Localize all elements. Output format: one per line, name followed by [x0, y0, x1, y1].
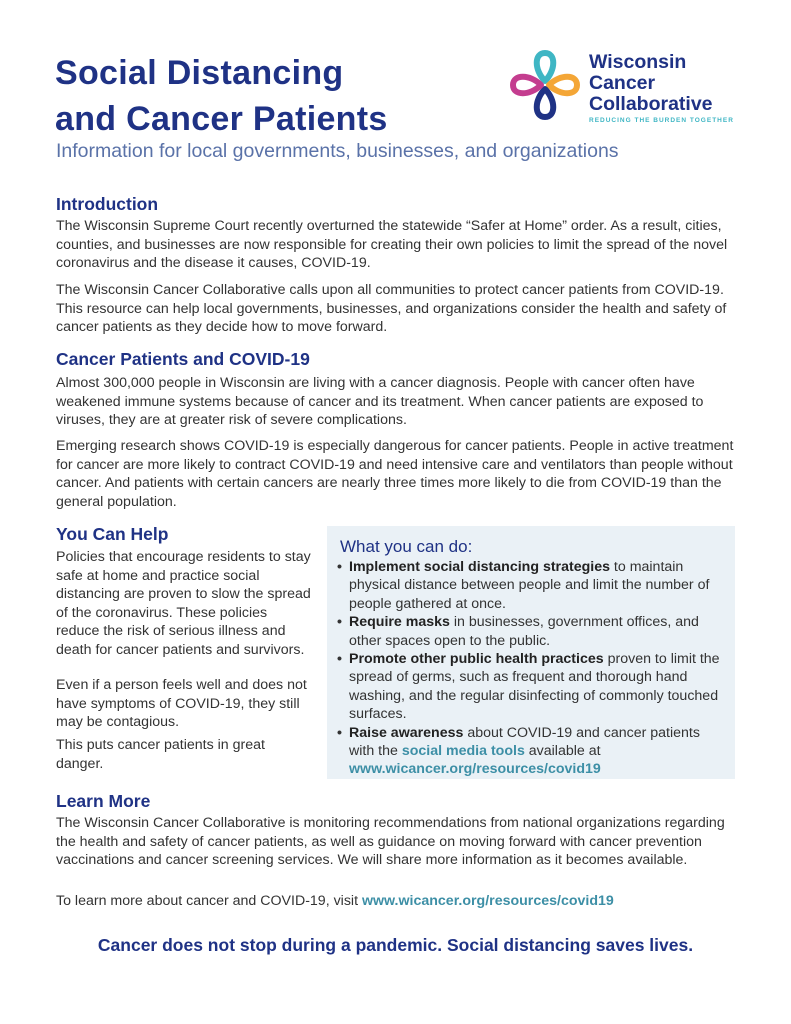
list-item: [337, 613, 722, 650]
help-heading: You Can Help: [56, 524, 169, 544]
page-title: [55, 50, 495, 142]
action-strong: Promote other public health practices: [349, 651, 604, 668]
page-subtitle: Information for local governments, businesses, and organizations: [56, 140, 619, 162]
intro-heading: Introduction: [56, 194, 159, 214]
logo-text-line1: Wisconsin: [589, 51, 687, 73]
list-item: [337, 650, 722, 724]
action-strong: Implement social distancing strategies: [349, 559, 610, 575]
action-text-after: available at: [524, 743, 601, 760]
learn-text: To learn more about cancer and COVID-19, visit: [56, 893, 362, 909]
learn-paragraph-1: The Wisconsin Cancer Collaborative is monitoring recommendations from national organizations regarding the health and safety of cancer patients, as well as guidance on moving forward with cancer prevention vaccinations and cancer screening services. We will share more information as it becomes available.: [56, 815, 725, 868]
help-paragraph-2: Even if a person feels well and does not have symptoms of COVID-19, they still may be contagious.: [56, 677, 307, 730]
list-item: [337, 724, 722, 779]
help-paragraph-3: This puts cancer patients in great danger.: [56, 737, 265, 772]
action-text: about COVID-19 and cancer patients with the: [349, 724, 700, 760]
what-you-can-do-box: [327, 526, 735, 779]
action-text: to maintain physical distance between people and limit the number of people gathered at once.: [349, 559, 710, 612]
social-media-tools-link[interactable]: social media tools: [401, 743, 525, 760]
covid19-resources-link[interactable]: www.wicancer.org/resources/covid19: [349, 761, 601, 778]
learn-more-link[interactable]: www.wicancer.org/resources/covid19: [361, 893, 614, 909]
logo-text-line3: Collaborative: [589, 93, 713, 115]
bullet-icon: •: [337, 724, 342, 741]
bullet-icon: •: [337, 651, 342, 668]
patients-heading: Cancer Patients and COVID-19: [56, 349, 310, 369]
list-item: [337, 558, 722, 613]
action-list: [337, 558, 722, 779]
page-title-line2: and Cancer Patients: [55, 100, 388, 138]
what-you-can-do-title: What you can do:: [340, 537, 473, 556]
patients-paragraph-1: Almost 300,000 people in Wisconsin are living with a cancer diagnosis. People with cancer often have weakened immune systems because of cancer and its treatment. When cancer patients are exposed to viruses, they are at greater risk of severe complications.: [56, 375, 704, 428]
action-text: proven to limit the spread of germs, such as frequent and thorough hand washing, and the regular disinfecting of commonly touched surfaces.: [349, 651, 720, 723]
logo-mark-icon: [505, 45, 585, 125]
learn-heading: Learn More: [56, 791, 151, 811]
logo-tagline: REDUCING THE BURDEN TOGETHER: [589, 117, 734, 124]
action-text: in businesses, government offices, and other spaces open to the public.: [349, 614, 699, 649]
intro-paragraph-2: The Wisconsin Cancer Collaborative calls upon all communities to protect cancer patients from COVID-19. This resource can help local governments, businesses, and organizations consider the health and safety of cancer patients as they decide how to move forward.: [56, 282, 727, 335]
action-strong: Raise awareness: [349, 724, 464, 741]
patients-paragraph-2: Emerging research shows COVID-19 is especially dangerous for cancer patients. People in active treatment for cancer are more likely to contract COVID-19 and need intensive care and ventilators than people without cancer. And patients with certain cancers are nearly three times more likely to die from COVID-19 than the general population.: [56, 438, 734, 510]
bullet-icon: •: [337, 614, 342, 631]
logo-text-line2: Cancer: [589, 72, 656, 94]
organization-logo: [505, 45, 755, 130]
intro-paragraph-1: The Wisconsin Supreme Court recently overturned the statewide “Safer at Home” order. As a result, cities, counties, and businesses are now responsible for creating their own policies to limit the spread of the novel coronavirus and the disease it causes, COVID-19.: [56, 218, 728, 271]
footer-tagline: Cancer does not stop during a pandemic. Social distancing saves lives.: [97, 935, 694, 955]
learn-paragraph-2: [56, 892, 746, 911]
action-strong: Require masks: [349, 614, 450, 631]
help-paragraph-1: Policies that encourage residents to stay safe at home and practice social distancing are proven to slow the spread of the coronavirus. These policies reduce the risk of serious illness and death for cancer patients and survivors.: [56, 549, 311, 658]
page-title-line1: Social Distancing: [55, 54, 344, 92]
bullet-icon: •: [337, 559, 342, 575]
